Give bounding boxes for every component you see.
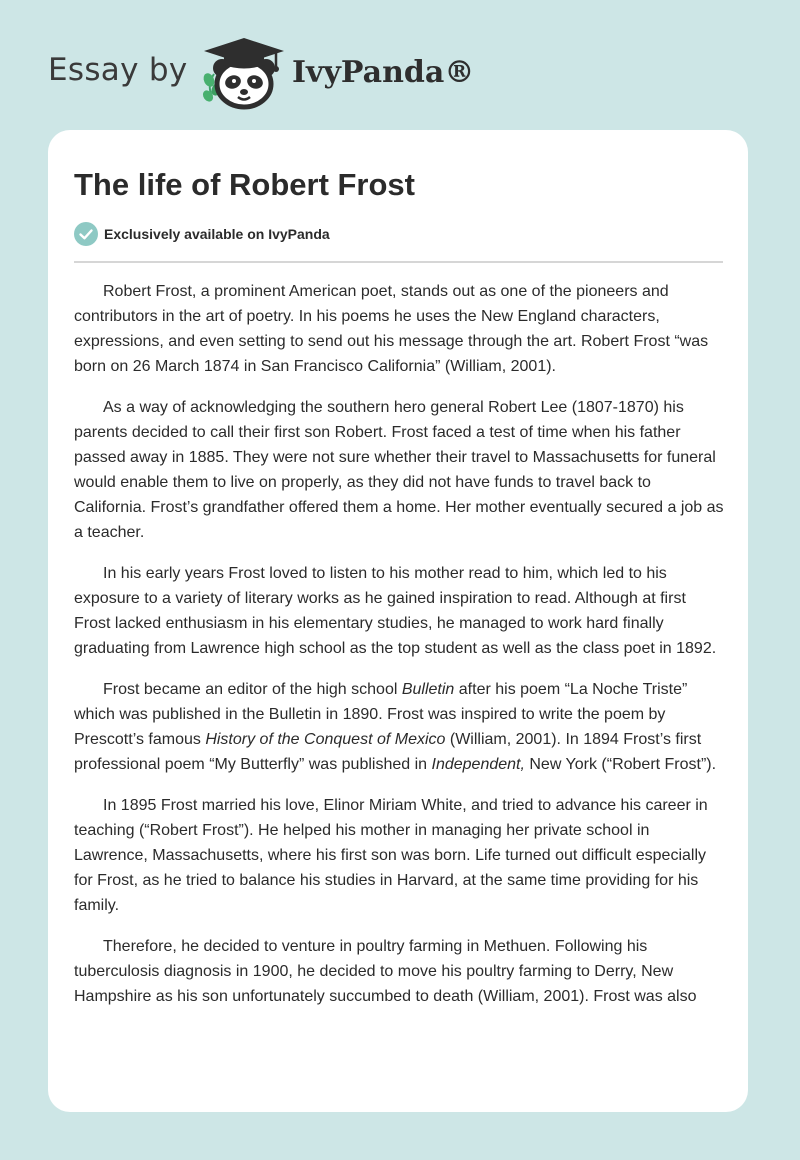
essay-paragraph bbox=[74, 279, 724, 379]
essay-paragraph bbox=[74, 934, 724, 1009]
paragraph-text: (William, 2001). In 1894 Frost’s first professional poem “My Butterfly” was published in bbox=[74, 731, 702, 773]
paragraph-text: As a way of acknowledging the southern hero general Robert Lee (1807-1870) his parents decided to call their first son Robert. Frost faced a test of time when his father passed away in 1885. They were not sure whether their travel to Massachusetts for funeral would enable them to live on properly, as they did not have funds to travel back to California. Frost’s grandfather offered them a home. Her mother eventually secured a job as a teacher. bbox=[74, 399, 724, 541]
site-header bbox=[0, 0, 800, 130]
brand-prefix: Essay by bbox=[48, 52, 188, 88]
essay-paragraph bbox=[74, 395, 724, 545]
exclusive-badge bbox=[74, 222, 330, 246]
italic-title: Independent, bbox=[431, 756, 525, 773]
essay-paragraph bbox=[74, 793, 724, 918]
panda-graduate-icon[interactable] bbox=[200, 34, 286, 110]
exclusive-badge-text: Exclusively available on IvyPanda bbox=[104, 226, 330, 242]
paragraph-text: Frost became an editor of the high school bbox=[103, 681, 402, 698]
paragraph-text: In 1895 Frost married his love, Elinor Miriam White, and tried to advance his career in teaching (“Robert Frost”). He helped his mother in managing her private school in Lawrence, Massachusetts, where his first son was born. Life turned out difficult especially for Frost, as he tried to balance his studies in Harvard, at the same time providing for his family. bbox=[74, 797, 708, 914]
essay-body bbox=[74, 279, 724, 1025]
paragraph-text: Therefore, he decided to venture in poultry farming in Methuen. Following his tuberculosis diagnosis in 1900, he decided to move his poultry farming to Derry, New Hampshire as his son unfortunately succumbed to death (William, 2001). Frost was also bbox=[74, 938, 697, 1005]
paragraph-text: Robert Frost, a prominent American poet, stands out as one of the pioneers and contributors in the art of poetry. In his poems he uses the New England characters, expressions, and even setting to send out his message through the art. Robert Frost “was born on 26 March 1874 in San Francisco California” (William, 2001). bbox=[74, 283, 709, 375]
essay-paragraph bbox=[74, 677, 724, 777]
title-divider bbox=[74, 261, 723, 263]
italic-title: History of the Conquest of Mexico bbox=[205, 731, 446, 748]
paragraph-text: after his poem “La Noche Triste” which was published in the Bulletin in 1890. Frost was inspired to write the poem by Prescott’s famous bbox=[74, 681, 688, 748]
paragraph-text: New York (“Robert Frost”). bbox=[524, 756, 717, 773]
essay-card bbox=[48, 130, 748, 1112]
brand-name[interactable]: IvyPanda® bbox=[292, 55, 475, 90]
italic-title: Bulletin bbox=[401, 681, 455, 698]
check-circle-icon bbox=[74, 222, 98, 246]
essay-paragraph bbox=[74, 561, 724, 661]
page-title: The life of Robert Frost bbox=[74, 167, 415, 202]
paragraph-text: In his early years Frost loved to listen to his mother read to him, which led to his exposure to a variety of literary works as he gained inspiration to read. Although at first Frost lacked enthusiasm in his elementary studies, he managed to work hard finally graduating from Lawrence high school as the top student as well as the class poet in 1892. bbox=[74, 565, 717, 657]
